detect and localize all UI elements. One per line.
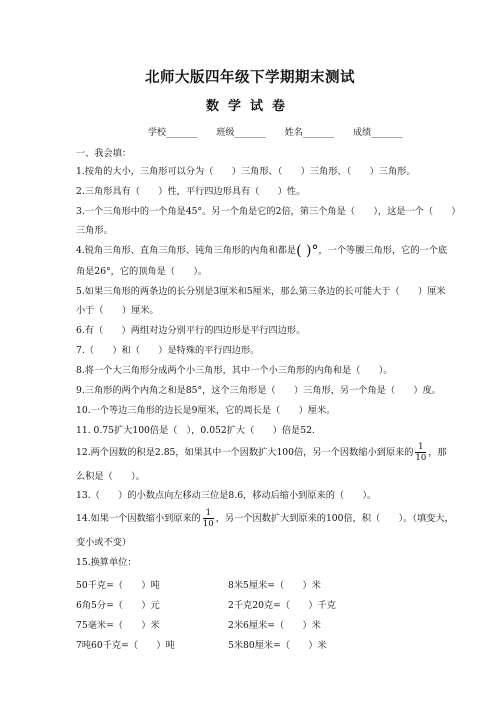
student-info-row [148, 125, 419, 138]
question-14-text-a: 14.如果一个因数缩小到原来的 [76, 513, 201, 524]
question-7: 7.（ ）和（ ）是特殊的平行四边形。 [76, 345, 260, 356]
question-1: 1.按角的大小，三角形可以分为（ ）三角形、（ ）三角形、（ ）三角形。 [76, 166, 416, 177]
conversion-item: 7吨60千克=（ ）吨 [76, 640, 175, 651]
answer-paren: ( )° [296, 243, 319, 259]
conversion-item: 5米80厘米=（ ）米 [228, 640, 327, 651]
question-8: 8.将一个大三角形分成两个小三角形，其中一个小三角形的内角和是（ ）。 [76, 365, 393, 376]
fraction-one-tenth [415, 442, 426, 463]
fraction-numerator: 1 [203, 508, 214, 519]
conversion-item: 50千克=（ ）吨 [76, 580, 160, 591]
question-5-line-1: 5.如果三角形的两条边的长分别是3厘米和5厘米，那么第三条边的长可能大于（ ）厘米 [76, 286, 446, 297]
question-14-line-1 [76, 508, 454, 529]
question-13: 13.（ ）的小数点向左移动三位是8.6，移动后缩小到原来的（ ）。 [76, 490, 377, 501]
school-field: 学校_______ [148, 128, 198, 138]
question-2: 2.三角形具有（ ）性，平行四边形具有（ ）性。 [76, 186, 306, 197]
question-5-line-2: 小于（ ）厘米。 [76, 305, 159, 316]
fraction-denominator: 10 [202, 519, 214, 529]
conversion-item: 8米5厘米=（ ）米 [228, 580, 321, 591]
conversion-item: 75毫米=（ ）米 [76, 620, 160, 631]
question-10: 10.一个等边三角形的边长是9厘米，它的周长是（ ）厘米。 [76, 405, 336, 416]
fraction-numerator: 1 [415, 442, 426, 453]
question-4-line-2: 角是26°，它的顶角是（ ）。 [76, 266, 208, 277]
question-12-text-a: 12.两个因数的积是2.85，如果其中一个因数扩大100倍，另一个因数缩小到原来的 [76, 447, 414, 458]
question-11: 11. 0.75扩大100倍是（ ），0.052扩大（ ）倍是52. [76, 425, 315, 436]
score-field: 成绩_______ [353, 128, 403, 138]
conversion-item: 2米6厘米=（ ）米 [228, 620, 321, 631]
fraction-denominator: 10 [415, 453, 427, 463]
question-3-line-1: 3.一个三角形中的一个角是45°。另一个角是它的2倍，第三个角是（ ），这是一个（ ） [76, 206, 461, 217]
class-field: 班级_______ [216, 128, 266, 138]
exam-title: 北师大版四年级下学期期末测试 [145, 69, 355, 86]
question-14-text-b: ，另一个因数扩大到原来的100倍，积（ ）。（填变大， [215, 513, 454, 524]
question-9: 9.三角形的两个内角之和是85°，这个三角形是（ ）三角形，另一个角是（ ）度。 [76, 385, 441, 396]
question-6: 6.有（ ）两组对边分别平行的四边形是平行四边形。 [76, 325, 306, 336]
conversion-item: 6角5分=（ ）元 [76, 600, 160, 611]
question-4-line-1 [76, 245, 447, 257]
section-heading: 一、我会填： [76, 148, 132, 159]
name-field: 姓名_______ [284, 128, 335, 138]
exam-subtitle: 数学试卷 [205, 99, 294, 114]
question-12-line-1 [76, 442, 447, 463]
question-3-line-2: 三角形。 [76, 225, 113, 236]
question-4-text-b: ，一个等腰三角形，它的一个底 [318, 245, 448, 256]
conversion-item: 2千克20克=（ ）千克 [228, 600, 336, 611]
question-14-line-2: 变小或不变） [76, 537, 132, 548]
fraction-one-tenth [203, 508, 214, 529]
question-15: 15.换算单位： [76, 557, 137, 568]
question-12-text-b: ，那 [428, 447, 447, 458]
question-4-text-a: 4.锐角三角形、直角三角形、钝角三角形的内角和都是 [76, 245, 297, 256]
question-12-line-2: 么积是（ ）。 [76, 471, 145, 482]
